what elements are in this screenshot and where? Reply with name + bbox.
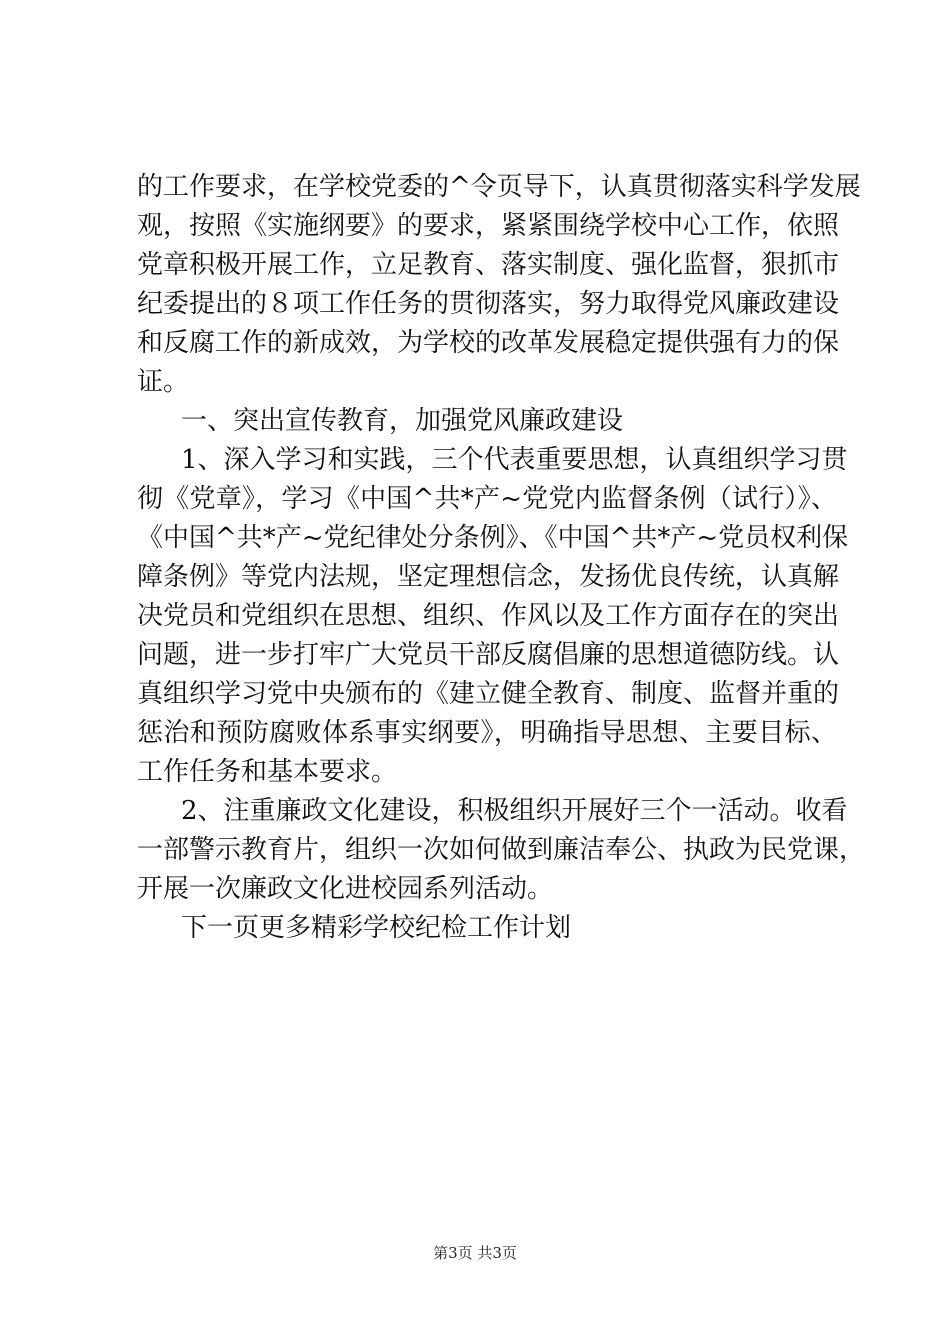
text-line: 党章积极开展工作，立足教育、落实制度、强化监督，狠抓市 — [137, 250, 840, 280]
text-line: 开展一次廉政文化进校园系列活动。 — [137, 874, 554, 904]
text-line: 《中国^共*产~党纪律处分条例》、《中国^共*产~党员权利保 — [137, 523, 849, 553]
text-line: 障条例》等党内法规，坚定理想信念，发扬优良传统，认真解 — [137, 562, 840, 592]
text-line: 问题，进一步打牢广大党员干部反腐倡廉的思想道德防线。认 — [137, 640, 840, 670]
text-line: 证。 — [137, 367, 190, 397]
paragraph-item-2 — [137, 792, 866, 909]
text-line: 决党员和党组织在思想、组织、作风以及工作方面存在的突出 — [137, 601, 840, 631]
next-page-note — [137, 909, 837, 948]
text-line: 观，按照《实施纲要》的要求，紧紧围绕学校中心工作，依照 — [137, 211, 840, 241]
document-body — [137, 168, 866, 948]
page-footer — [0, 1243, 950, 1263]
text-line: 的工作要求，在学校党委的^令页导下，认真贯彻落实科学发展 — [137, 172, 861, 202]
text-line: 彻《党章》，学习《中国^共*产~党党内监督条例（试行）》、 — [137, 484, 837, 514]
text-line: 真组织学习党中央颁布的《建立健全教育、制度、监督并重的 — [137, 679, 840, 709]
text-line: 一部警示教育片，组织一次如何做到廉洁奉公、执政为民党课， — [137, 835, 866, 865]
text-line: 纪委提出的８项工作任务的贯彻落实，努力取得党风廉政建设 — [137, 289, 840, 319]
section-heading — [137, 402, 837, 441]
heading-line: 一、突出宣传教育，加强党风廉政建设 — [181, 406, 624, 436]
paragraph-intro — [137, 168, 861, 402]
text-line: 2、注重廉政文化建设，积极组织开展好三个一活动。收看 — [181, 796, 848, 826]
text-line: 惩治和预防腐败体系事实纲要》，明确指导思想、主要目标、 — [137, 718, 837, 748]
paragraph-item-1 — [137, 441, 849, 792]
page-number: 第3页 共3页 — [433, 1244, 517, 1262]
next-page-text: 下一页更多精彩学校纪检工作计划 — [181, 913, 572, 943]
text-line: 和反腐工作的新成效，为学校的改革发展稳定提供强有力的保 — [137, 328, 840, 358]
text-line: 1、深入学习和实践，三个代表重要思想，认真组织学习贯 — [181, 445, 848, 475]
text-line: 工作任务和基本要求。 — [137, 757, 398, 787]
